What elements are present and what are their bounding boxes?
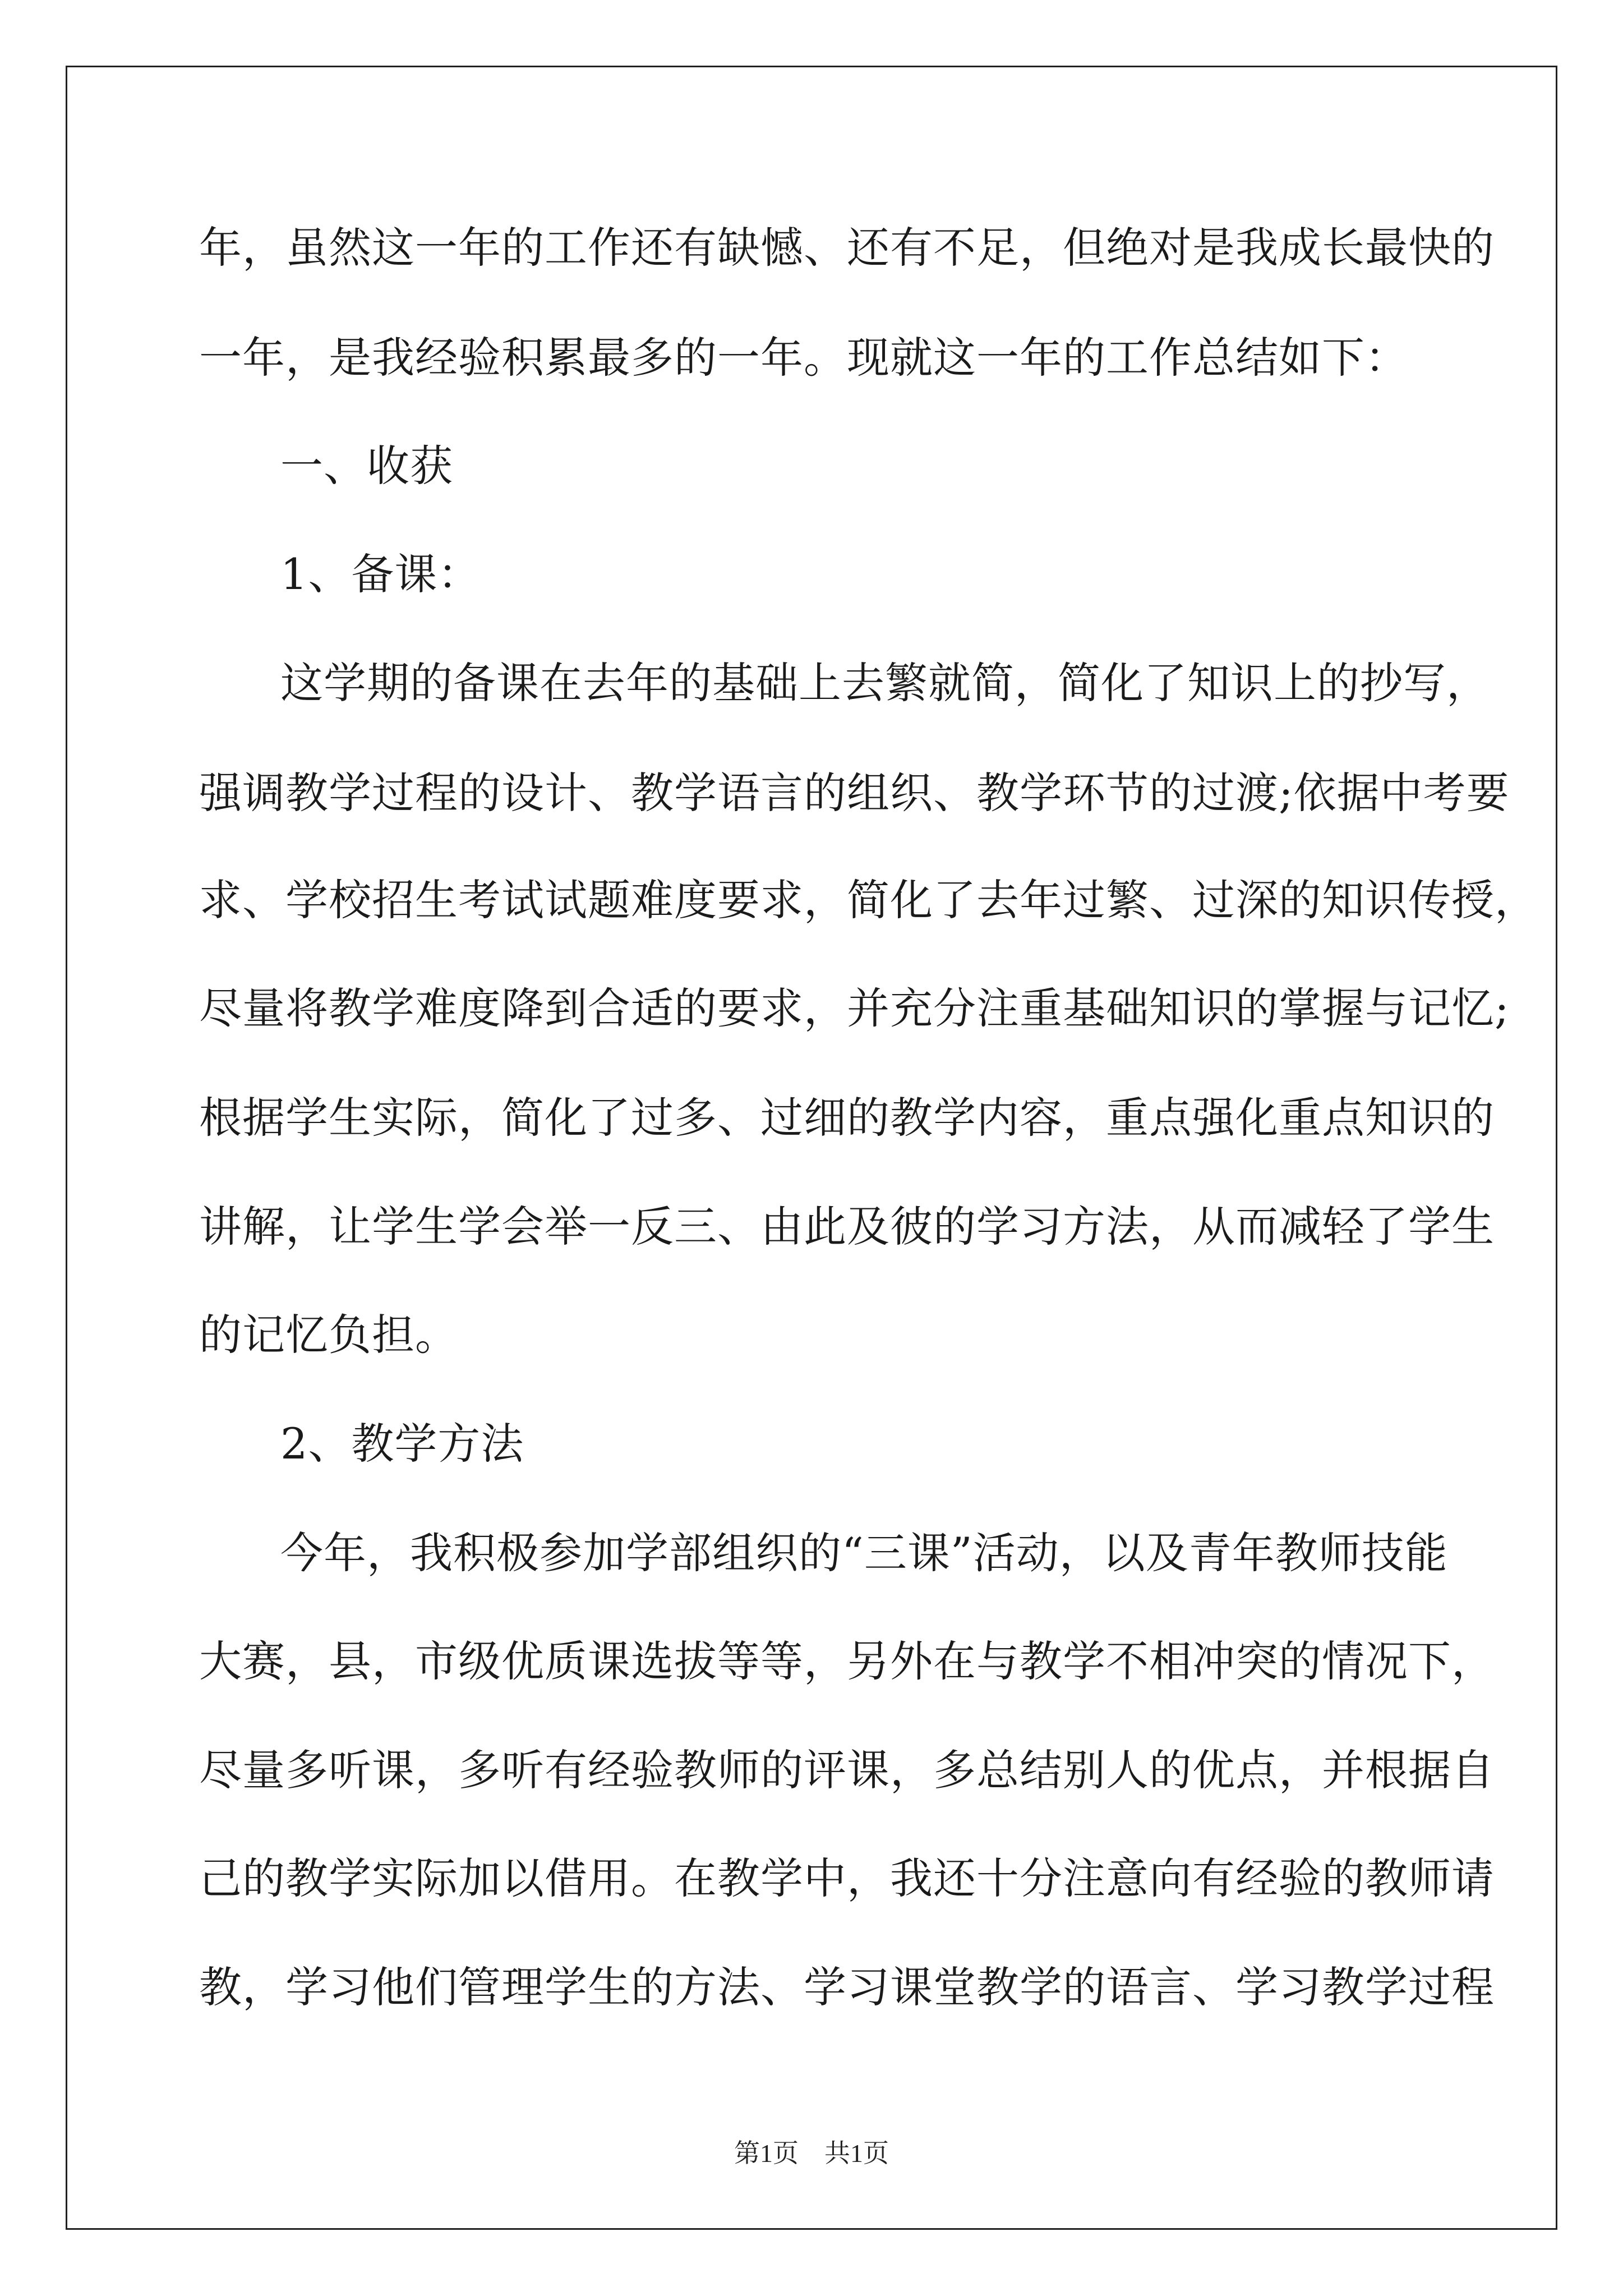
body-line: 年，虽然这一年的工作还有缺憾、还有不足，但绝对是我成长最快的	[199, 223, 1495, 273]
body-line: 尽量将教学难度降到合适的要求，并充分注重基础知识的掌握与记忆;	[199, 983, 1510, 1033]
body-line: 的记忆负担。	[199, 1310, 458, 1360]
body-line: 今年，我积极参加学部组织的“三课”活动，以及青年教师技能	[280, 1528, 1448, 1578]
body-line: 这学期的备课在去年的基础上去繁就简，简化了知识上的抄写，	[280, 658, 1490, 708]
body-line: 一年，是我经验积累最多的一年。现就这一年的工作总结如下：	[199, 333, 1408, 383]
body-line: 尽量多听课，多听有经验教师的评课，多总结别人的优点，并根据自	[199, 1745, 1495, 1795]
body-line: 己的教学实际加以借用。在教学中，我还十分注意向有经验的教师请	[199, 1853, 1495, 1903]
body-line: 讲解，让学生学会举一反三、由此及彼的学习方法，从而减轻了学生	[199, 1202, 1495, 1251]
body-line: 教，学习他们管理学生的方法、学习课堂教学的语言、学习教学过程	[199, 1962, 1495, 2012]
body-line: 求、学校招生考试试题难度要求，简化了去年过繁、过深的知识传授，	[199, 875, 1538, 925]
body-line: 大赛，县，市级优质课选拔等等，另外在与教学不相冲突的情况下，	[199, 1636, 1495, 1686]
page-border	[66, 66, 1557, 2230]
body-line: 强调教学过程的设计、教学语言的组织、教学环节的过渡;依据中考要	[199, 768, 1510, 818]
subsection-heading: 1、备课：	[280, 549, 481, 599]
section-heading: 一、收获	[280, 441, 453, 491]
body-line: 根据学生实际，简化了过多、过细的教学内容，重点强化重点知识的	[199, 1093, 1495, 1143]
page-number-footer: 第1页 共1页	[734, 2139, 889, 2168]
subsection-heading: 2、教学方法	[280, 1419, 524, 1469]
